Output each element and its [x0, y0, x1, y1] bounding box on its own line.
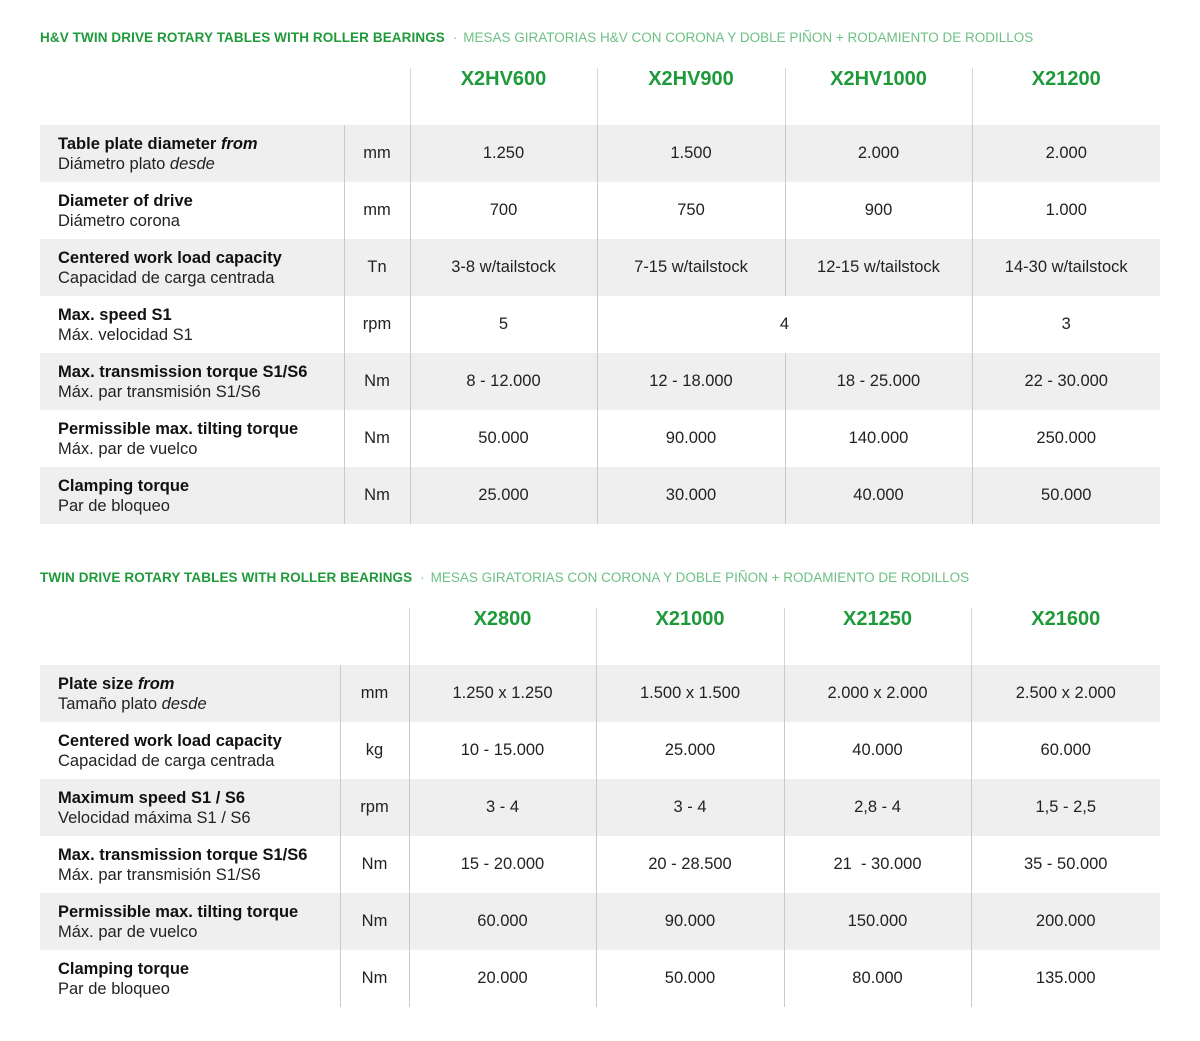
- unit-cell: rpm: [340, 779, 409, 836]
- unit-cell: Nm: [344, 467, 410, 524]
- unit-cell: mm: [340, 665, 409, 722]
- label-es-emphasis: desde: [161, 694, 207, 713]
- heading-es: MESAS GIRATORIAS CON CORONA Y DOBLE PIÑON + RODAMIENTO DE RODILLOS: [430, 570, 970, 585]
- label-en: Maximum speed S1 / S6: [58, 788, 246, 807]
- label-es: Capacidad de carga centrada: [58, 268, 275, 287]
- table-row: [40, 722, 1160, 779]
- model-header: X21000: [596, 608, 784, 665]
- value-cell: 12 - 18.000: [597, 353, 785, 410]
- spec-table: [40, 68, 1160, 524]
- label-es: Par de bloqueo: [58, 979, 170, 998]
- value-cell: 60.000: [971, 722, 1160, 779]
- value-cell-merged: 4: [597, 296, 972, 353]
- table-row: [40, 836, 1160, 893]
- model-header: X21200: [972, 68, 1160, 125]
- value-cell: 1.500: [597, 125, 785, 182]
- table-row: [40, 353, 1160, 410]
- model-header: X21250: [784, 608, 971, 665]
- model-header: X2HV600: [410, 68, 597, 125]
- value-cell: 2.000 x 2.000: [784, 665, 971, 722]
- value-cell: 140.000: [785, 410, 972, 467]
- heading-en: TWIN DRIVE ROTARY TABLES WITH ROLLER BEARINGS: [40, 570, 413, 585]
- value-cell: 3-8 w/tailstock: [410, 239, 597, 296]
- label-es: Máx. par de vuelco: [58, 439, 198, 458]
- table-row: [40, 950, 1160, 1007]
- label-en: Clamping torque: [58, 476, 190, 495]
- row-label: [40, 467, 344, 524]
- label-en: Max. transmission torque S1/S6: [58, 845, 308, 864]
- row-label: [40, 239, 344, 296]
- value-cell: 40.000: [785, 467, 972, 524]
- label-es: Par de bloqueo: [58, 496, 170, 515]
- value-cell: 20 - 28.500: [596, 836, 784, 893]
- value-cell: 1.250 x 1.250: [409, 665, 596, 722]
- model-header: X2800: [409, 608, 596, 665]
- unit-cell: Tn: [344, 239, 410, 296]
- value-cell: 50.000: [972, 467, 1160, 524]
- model-header: X21600: [971, 608, 1160, 665]
- row-label: [40, 836, 340, 893]
- spec-table: [40, 608, 1160, 1007]
- label-es: Tamaño plato: [58, 694, 158, 713]
- unit-cell: Nm: [340, 836, 409, 893]
- row-label: [40, 182, 344, 239]
- value-cell: 1,5 - 2,5: [971, 779, 1160, 836]
- value-cell: 14-30 w/tailstock: [972, 239, 1160, 296]
- value-cell: 21 - 30.000: [784, 836, 971, 893]
- value-cell: 200.000: [971, 893, 1160, 950]
- label-es: Máx. par transmisión S1/S6: [58, 865, 261, 884]
- header-blank: [40, 68, 344, 125]
- value-cell: 3 - 4: [596, 779, 784, 836]
- value-cell: 135.000: [971, 950, 1160, 1007]
- label-es: Velocidad máxima S1 / S6: [58, 808, 251, 827]
- header-blank: [40, 608, 340, 665]
- unit-cell: mm: [344, 125, 410, 182]
- label-es: Diámetro corona: [58, 211, 180, 230]
- value-cell: 750: [597, 182, 785, 239]
- label-en: Plate size: [58, 674, 134, 693]
- value-cell: 250.000: [972, 410, 1160, 467]
- value-cell: 90.000: [597, 410, 785, 467]
- table-header-row: [40, 68, 1160, 125]
- value-cell: 22 - 30.000: [972, 353, 1160, 410]
- unit-cell: mm: [344, 182, 410, 239]
- table-row: [40, 125, 1160, 182]
- row-label: [40, 353, 344, 410]
- value-cell: 2.000: [785, 125, 972, 182]
- row-label: [40, 779, 340, 836]
- model-header: X2HV1000: [785, 68, 972, 125]
- table-row: [40, 410, 1160, 467]
- row-label: [40, 665, 340, 722]
- value-cell: 2,8 - 4: [784, 779, 971, 836]
- unit-cell: rpm: [344, 296, 410, 353]
- label-en: Centered work load capacity: [58, 731, 282, 750]
- value-cell: 1.250: [410, 125, 597, 182]
- value-cell: 900: [785, 182, 972, 239]
- table-header-row: [40, 608, 1160, 665]
- label-en-emphasis: from: [137, 674, 175, 693]
- row-label: [40, 893, 340, 950]
- value-cell: 20.000: [409, 950, 596, 1007]
- value-cell: 3 - 4: [409, 779, 596, 836]
- value-cell: 25.000: [410, 467, 597, 524]
- label-es: Máx. par transmisión S1/S6: [58, 382, 261, 401]
- label-en: Permissible max. tilting torque: [58, 902, 299, 921]
- label-es-emphasis: desde: [169, 154, 215, 173]
- table-row: [40, 239, 1160, 296]
- unit-cell: Nm: [344, 353, 410, 410]
- twin-drive-rotary-tables-section: [40, 566, 1160, 1007]
- value-cell: 60.000: [409, 893, 596, 950]
- table-row: [40, 467, 1160, 524]
- value-cell: 35 - 50.000: [971, 836, 1160, 893]
- value-cell: 1.000: [972, 182, 1160, 239]
- label-es: Máx. par de vuelco: [58, 922, 198, 941]
- value-cell: 1.500 x 1.500: [596, 665, 784, 722]
- header-blank: [340, 608, 409, 665]
- value-cell: 50.000: [410, 410, 597, 467]
- value-cell: 30.000: [597, 467, 785, 524]
- unit-cell: kg: [340, 722, 409, 779]
- row-label: [40, 296, 344, 353]
- section-heading: [40, 566, 1160, 588]
- label-es: Máx. velocidad S1: [58, 325, 193, 344]
- value-cell: 150.000: [784, 893, 971, 950]
- label-en: Centered work load capacity: [58, 248, 282, 267]
- table-row: [40, 182, 1160, 239]
- label-en: Permissible max. tilting torque: [58, 419, 299, 438]
- value-cell: 2.500 x 2.000: [971, 665, 1160, 722]
- label-en-emphasis: from: [220, 134, 258, 153]
- unit-cell: Nm: [340, 893, 409, 950]
- value-cell: 50.000: [596, 950, 784, 1007]
- value-cell: 8 - 12.000: [410, 353, 597, 410]
- value-cell: 5: [410, 296, 597, 353]
- model-header: X2HV900: [597, 68, 785, 125]
- heading-en: H&V TWIN DRIVE ROTARY TABLES WITH ROLLER BEARINGS: [40, 30, 445, 45]
- unit-cell: Nm: [340, 950, 409, 1007]
- section-heading: [40, 26, 1160, 48]
- header-blank: [344, 68, 410, 125]
- value-cell: 15 - 20.000: [409, 836, 596, 893]
- table-row: [40, 296, 1160, 353]
- table-row: [40, 779, 1160, 836]
- heading-separator: ·: [452, 30, 458, 45]
- label-en: Max. speed S1: [58, 305, 172, 324]
- table-row: [40, 665, 1160, 722]
- row-label: [40, 125, 344, 182]
- label-es: Diámetro plato: [58, 154, 166, 173]
- label-es: Capacidad de carga centrada: [58, 751, 275, 770]
- value-cell: 7-15 w/tailstock: [597, 239, 785, 296]
- label-en: Table plate diameter: [58, 134, 217, 153]
- value-cell: 25.000: [596, 722, 784, 779]
- table-row: [40, 893, 1160, 950]
- value-cell: 700: [410, 182, 597, 239]
- hv-rotary-tables-section: [40, 26, 1160, 524]
- unit-cell: Nm: [344, 410, 410, 467]
- value-cell: 18 - 25.000: [785, 353, 972, 410]
- value-cell: 90.000: [596, 893, 784, 950]
- value-cell: 2.000: [972, 125, 1160, 182]
- value-cell: 12-15 w/tailstock: [785, 239, 972, 296]
- row-label: [40, 950, 340, 1007]
- value-cell: 10 - 15.000: [409, 722, 596, 779]
- label-en: Max. transmission torque S1/S6: [58, 362, 308, 381]
- heading-es: MESAS GIRATORIAS H&V CON CORONA Y DOBLE PIÑON + RODAMIENTO DE RODILLOS: [463, 30, 1034, 45]
- row-label: [40, 410, 344, 467]
- value-cell: 80.000: [784, 950, 971, 1007]
- heading-separator: ·: [420, 570, 425, 585]
- value-cell: 3: [972, 296, 1160, 353]
- row-label: [40, 722, 340, 779]
- value-cell: 40.000: [784, 722, 971, 779]
- label-en: Clamping torque: [58, 959, 190, 978]
- label-en: Diameter of drive: [58, 191, 193, 210]
